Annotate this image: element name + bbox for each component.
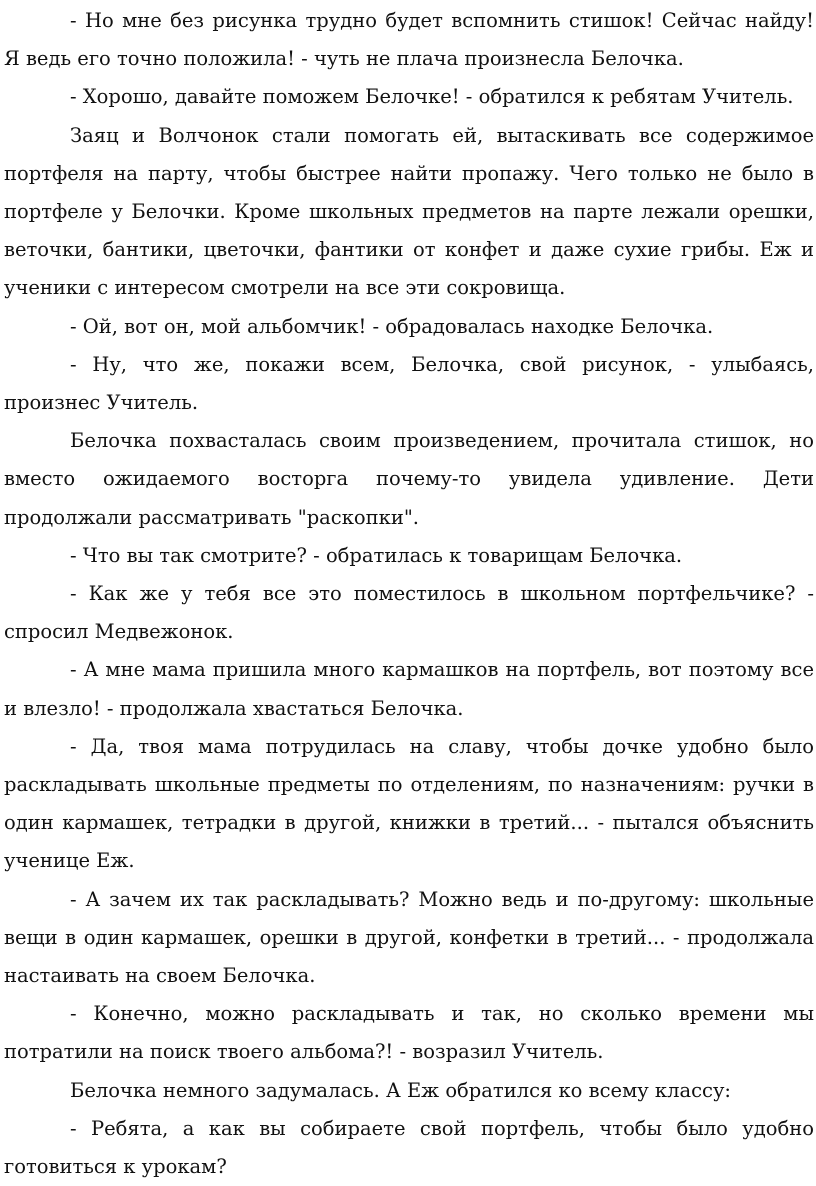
paragraph-8: - Как же у тебя все это поместилось в школьном портфельчике? - спросил Медвежонок. [4, 582, 814, 644]
paragraph-1: - Но мне без рисунка трудно будет вспомнить стишок! Сейчас найду! Я ведь его точно положила! - чуть не плача произнесла Белочка. [4, 9, 814, 71]
paragraph-2: - Хорошо, давайте поможем Белочке! - обратился к ребятам Учитель. [70, 85, 794, 109]
paragraph-5: - Ну, что же, покажи всем, Белочка, свой рисунок, - улыбаясь, произнес Учитель. [4, 352, 814, 415]
paragraph-11: - А зачем их так раскладывать? Можно ведь и по-другому: школьные вещи в один кармашек, орешки в другой, конфетки в третий... - продолжала настаивать на своем Белочка. [4, 887, 814, 988]
document-page [4, 2, 814, 1186]
paragraph-7: - Что вы так смотрите? - обратилась к товарищам Белочка. [70, 543, 683, 567]
paragraph-12: - Конечно, можно раскладывать и так, но сколько времени мы потратили на поиск твоего альбома?! - возразил Учитель. [4, 1002, 814, 1064]
paragraph-6: Белочка похвасталась своим произведением, прочитала стишок, но вместо ожидаемого восторга почему-то увидела удивление. Дети продолжали рассматривать "раскопки". [4, 429, 814, 529]
paragraph-3: Заяц и Волчонок стали помогать ей, вытаскивать все содержимое портфеля на парту, чтобы быстрее найти пропажу. Чего только не было в портфеле у Белочки. Кроме школьных предметов на парте лежали орешки, веточки, бантики, цветочки, фантики от конфет и даже сухие грибы. Еж и ученики с интересом смотрели на все эти сокровища. [4, 123, 814, 300]
paragraph-13: Белочка немного задумалась. А Еж обратился ко всему классу: [70, 1078, 731, 1102]
paragraph-4: - Ой, вот он, мой альбомчик! - обрадовалась находке Белочка. [70, 314, 714, 338]
paragraph-14: - Ребята, а как вы собираете свой портфель, чтобы было удобно готовиться к урокам? [4, 1116, 814, 1179]
paragraph-10: - Да, твоя мама потрудилась на славу, чтобы дочке удобно было раскладывать школьные предметы по отделениям, по назначениям: ручки в один кармашек, тетрадки в другой, книжки в третий... - пытался объяснить ученице Еж. [4, 734, 814, 873]
paragraph-9: - А мне мама пришила много кармашков на портфель, вот поэтому все и влезло! - продолжала хвастаться Белочка. [4, 658, 814, 720]
